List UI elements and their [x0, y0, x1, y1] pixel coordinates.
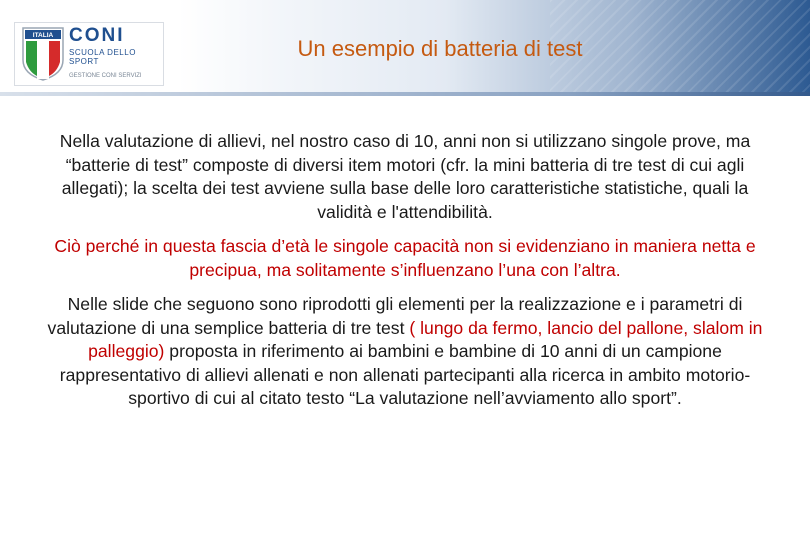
logo-brand: CONI: [69, 25, 125, 46]
paragraph-capacita: Ciò perché in questa fascia d’età le singole capacità non si evidenziano in maniera netta e precipua, ma solitamente s’influenzano l’una con l’altra.: [54, 236, 756, 280]
logo-subtitle: SCUOLA DELLO SPORT: [69, 48, 136, 66]
paragraph-valutazione: Nella valutazione di allievi, nel nostro caso di 10, anni non si utilizzano singole prove, ma “batterie di test” composte di diversi item motori (cfr. la mini batteria di tre test di cui agli allegati); la scelta dei test avviene sulla base delle loro caratteristiche statistiche, quali la validità e l'attendibilità.: [59, 131, 751, 222]
italia-shield-icon: [21, 26, 65, 82]
coni-logo: [14, 22, 164, 86]
paragraph-batteria-text-1: Nelle slide che seguono sono riprodotti gli elementi per la realizzazione e i parametri di valutazione di una semplice batteria di tre test: [47, 294, 743, 338]
test-list-highlight: ( lungo da fermo, lancio del pallone, slalom in palleggio): [88, 317, 763, 361]
slide-title: Un esempio di batteria di test: [297, 36, 583, 61]
slide-body: [40, 130, 770, 422]
paragraph-batteria-text-2: proposta in riferimento ai bambini e bambine di 10 anni di un campione rappresentativo di allievi allenati e non allenati partecipanti alla ricerca in ambito motorio-sportivo di cui al citato testo “La valutazione nell’avviamento allo sport”.: [59, 341, 751, 408]
logo-tagline: GESTIONE CONI SERVIZI: [69, 73, 142, 79]
shield-badge-text: ITALIA: [32, 32, 54, 39]
paragraph-batteria: [40, 293, 770, 411]
